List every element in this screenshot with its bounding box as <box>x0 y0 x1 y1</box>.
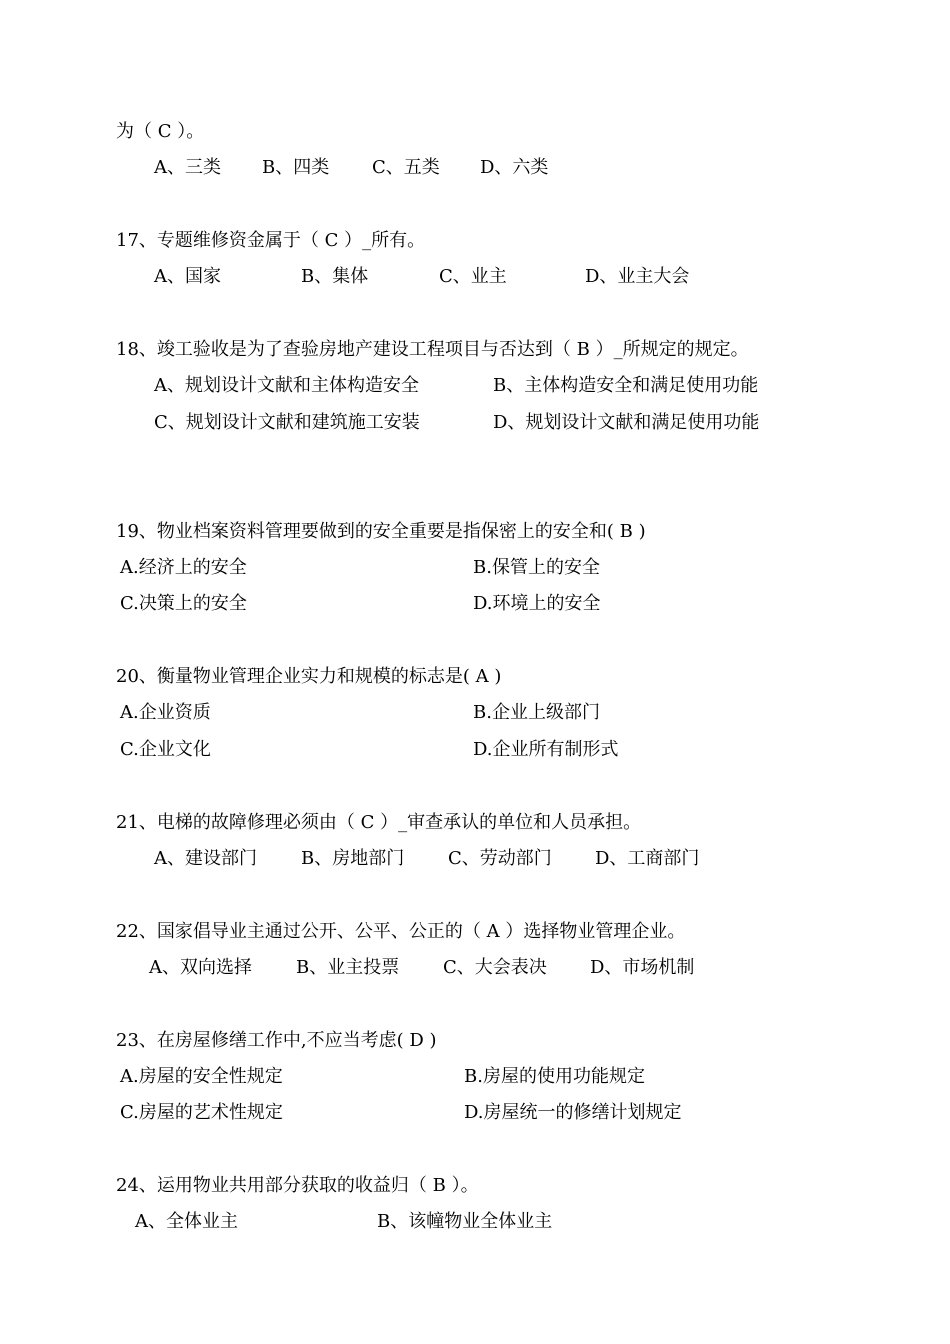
question-20: 20、衡量物业管理企业实力和规模的标志是( A ) <box>116 666 502 687</box>
question-21: 21、电梯的故障修理必须由（ C ）_审查承认的单位和人员承担。 <box>116 812 642 833</box>
option-b: B、主体构造安全和满足使用功能 <box>493 375 759 396</box>
option-c: C.房屋的艺术性规定 <box>120 1102 283 1123</box>
option-a: A.房屋的安全性规定 <box>120 1066 283 1087</box>
option-d: D.企业所有制形式 <box>473 739 619 760</box>
option-d: D、工商部门 <box>595 848 700 869</box>
option-b: B、四类 <box>262 157 330 178</box>
option-a: A、双向选择 <box>149 957 252 978</box>
question-19: 19、物业档案资料管理要做到的安全重要是指保密上的安全和( B ) <box>116 521 646 542</box>
option-b: B.企业上级部门 <box>473 702 600 723</box>
option-b: B、业主投票 <box>296 957 400 978</box>
option-b: B.房屋的使用功能规定 <box>464 1066 645 1087</box>
option-c: C、规划设计文献和建筑施工安装 <box>154 412 420 433</box>
option-d: D.环境上的安全 <box>473 593 601 614</box>
option-c: C、五类 <box>372 157 440 178</box>
option-b: B.保管上的安全 <box>473 557 600 578</box>
option-c: C、业主 <box>439 266 507 287</box>
option-c: C.决策上的安全 <box>120 593 247 614</box>
option-c: C、大会表决 <box>443 957 547 978</box>
option-a: A、国家 <box>154 266 221 287</box>
question-17: 17、专题维修资金属于（ C ）_所有。 <box>116 230 426 251</box>
option-a: A、规划设计文献和主体构造安全 <box>154 375 419 396</box>
option-d: D、规划设计文献和满足使用功能 <box>493 412 760 433</box>
option-c: C.企业文化 <box>120 739 211 760</box>
question-18: 18、竣工验收是为了查验房地产建设工程项目与否达到（ B ）_所规定的规定。 <box>116 339 749 360</box>
option-a: A、全体业主 <box>135 1211 238 1232</box>
option-b: B、该幢物业全体业主 <box>377 1211 553 1232</box>
option-d: D、六类 <box>480 157 549 178</box>
question-22: 22、国家倡导业主通过公开、公平、公正的（ A ）选择物业管理企业。 <box>116 921 686 942</box>
option-d: D.房屋统一的修缮计划规定 <box>464 1102 682 1123</box>
option-d: D、业主大会 <box>585 266 690 287</box>
option-a: A.企业资质 <box>120 702 211 723</box>
option-d: D、市场机制 <box>590 957 695 978</box>
option-b: B、集体 <box>301 266 369 287</box>
question-23: 23、在房屋修缮工作中,不应当考虑( D ) <box>116 1030 437 1051</box>
option-c: C、劳动部门 <box>448 848 552 869</box>
option-a: A.经济上的安全 <box>120 557 247 578</box>
question-16-continuation: 为（ C ）。 <box>116 121 205 142</box>
option-a: A、三类 <box>154 157 221 178</box>
question-24: 24、运用物业共用部分获取的收益归（ B ）。 <box>116 1175 479 1196</box>
option-a: A、建设部门 <box>154 848 257 869</box>
option-b: B、房地部门 <box>301 848 405 869</box>
